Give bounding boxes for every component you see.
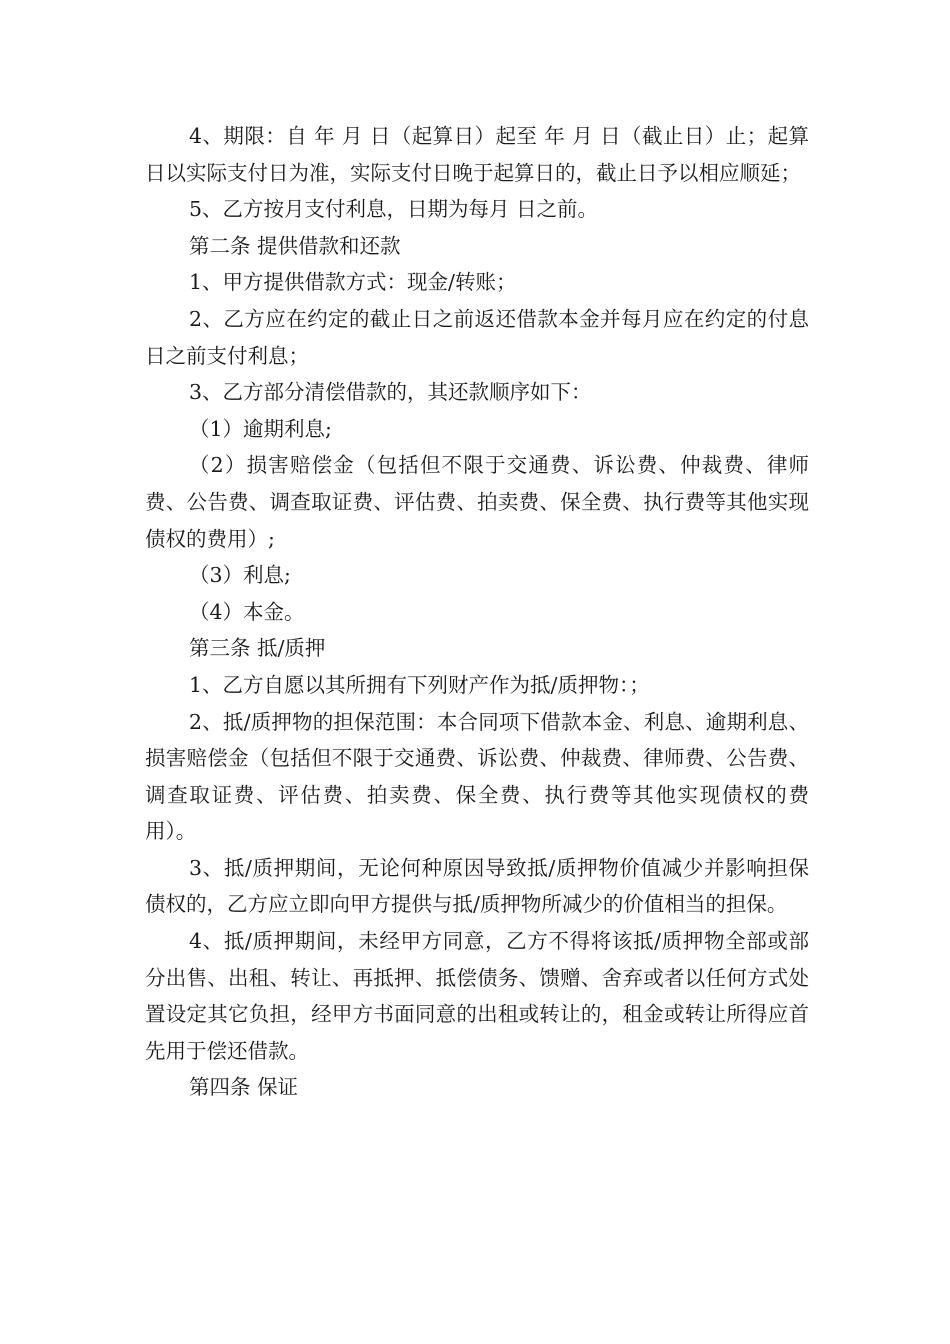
clause-repayment-order: 3、乙方部分清偿借款的，其还款顺序如下：: [189, 380, 592, 405]
clause-collateral-value: 3、抵/质押期间，无论何种原因导致抵/质押物价值减少并影响担保债权的，乙方应立即向甲方提供与抵/质押物所减少的价值相当的担保。: [145, 855, 809, 917]
clause-interest-payment: 5、乙方按月支付利息，日期为每月 日之前。: [189, 197, 599, 222]
order-item-4: （4）本金。: [189, 599, 305, 624]
clause-collateral: 1、乙方自愿以其所拥有下列财产作为抵/质押物：；: [189, 672, 650, 697]
clause-term-period: 4、期限：自 年 月 日（起算日）起至 年 月 日（截止日）止；起算日以实际支付日为准，实际支付日晚于起算日的，截止日予以相应顺延；: [145, 124, 809, 185]
clause-collateral-scope: 2、抵/质押物的担保范围：本合同项下借款本金、利息、逾期利息、损害赔偿金（包括但不限于交通费、诉讼费、仲裁费、律师费、公告费、调查取证费、评估费、拍卖费、保全费、执行费等其他实现债权的费用）。: [145, 709, 809, 844]
article-3-heading: 第三条 抵/质押: [189, 636, 326, 661]
clause-repayment: 2、乙方应在约定的截止日之前返还借款本金并每月应在约定的付息日之前支付利息；: [145, 306, 809, 368]
clause-collateral-disposal: 4、抵/质押期间，未经甲方同意，乙方不得将该抵/质押物全部或部分出售、出租、转让、再抵押、抵偿债务、馈赠、舍弃或者以任何方式处置设定其它负担，经甲方书面同意的出租或转让的，租金或转让所得应首先用于偿还借款。: [145, 929, 809, 1063]
order-item-3: （3）利息;: [189, 563, 291, 588]
document-body: [145, 118, 809, 1106]
clause-loan-method: 1、甲方提供借款方式：现金/转账；: [189, 270, 517, 295]
article-2-heading: 第二条 提供借款和还款: [189, 233, 401, 258]
order-item-1: （1）逾期利息;: [189, 416, 332, 441]
order-item-2: （2）损害赔偿金（包括但不限于交通费、诉讼费、仲裁费、律师费、公告费、调查取证费、评估费、拍卖费、保全费、执行费等其他实现债权的费用）;: [145, 453, 809, 551]
article-4-heading: 第四条 保证: [189, 1075, 299, 1100]
